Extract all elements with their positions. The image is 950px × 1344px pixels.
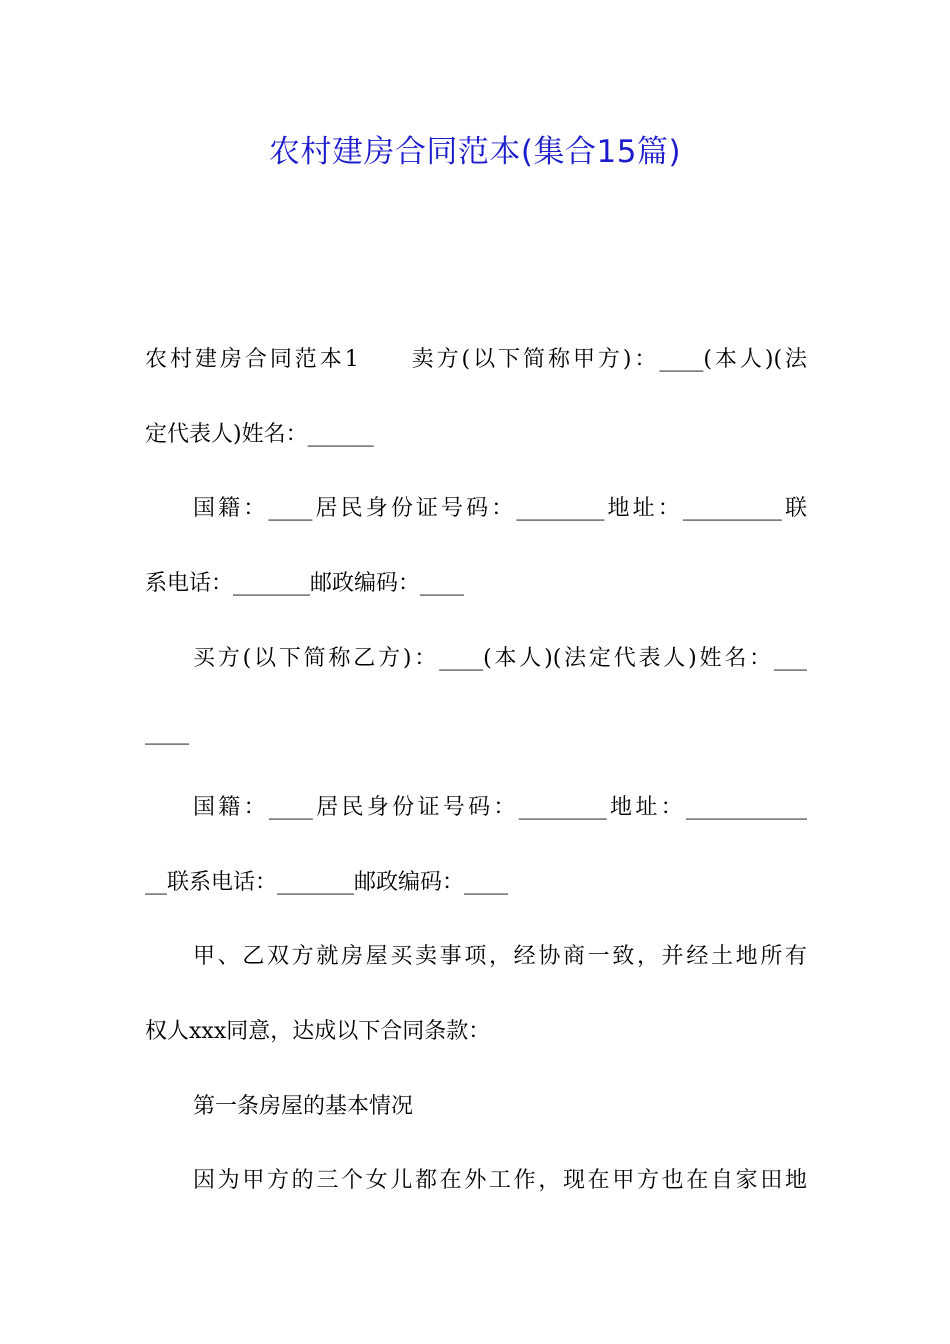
document-title: 农村建房合同范本(集合15篇) — [268, 134, 682, 170]
paragraph-line: __联系电话：_______邮政编码：____ — [145, 870, 509, 895]
paragraph-line: 买方(以下简称乙方)：____(本人)(法定代表人)姓名：___ — [193, 646, 807, 671]
paragraph-line: 权人xxx同意，达成以下合同条款： — [145, 1019, 491, 1044]
paragraph-line: 因为甲方的三个女儿都在外工作，现在甲方也在自家田地 — [193, 1168, 807, 1193]
paragraph-line: 农村建房合同范本1 卖方(以下简称甲方)：____(本人)(法 — [145, 347, 807, 372]
paragraph-line: ____ — [145, 720, 189, 745]
paragraph-line: 甲、乙双方就房屋买卖事项，经协商一致，并经土地所有 — [193, 944, 807, 969]
paragraph-line: 国籍：____居民身份证号码：________地址：___________ — [193, 795, 807, 820]
paragraph-line: 国籍：____居民身份证号码：________地址：_________联 — [193, 496, 807, 521]
section-heading: 第一条房屋的基本情况 — [193, 1094, 414, 1119]
paragraph-line: 定代表人)姓名：______ — [145, 422, 374, 447]
paragraph-line: 系电话：_______邮政编码：____ — [145, 571, 465, 596]
